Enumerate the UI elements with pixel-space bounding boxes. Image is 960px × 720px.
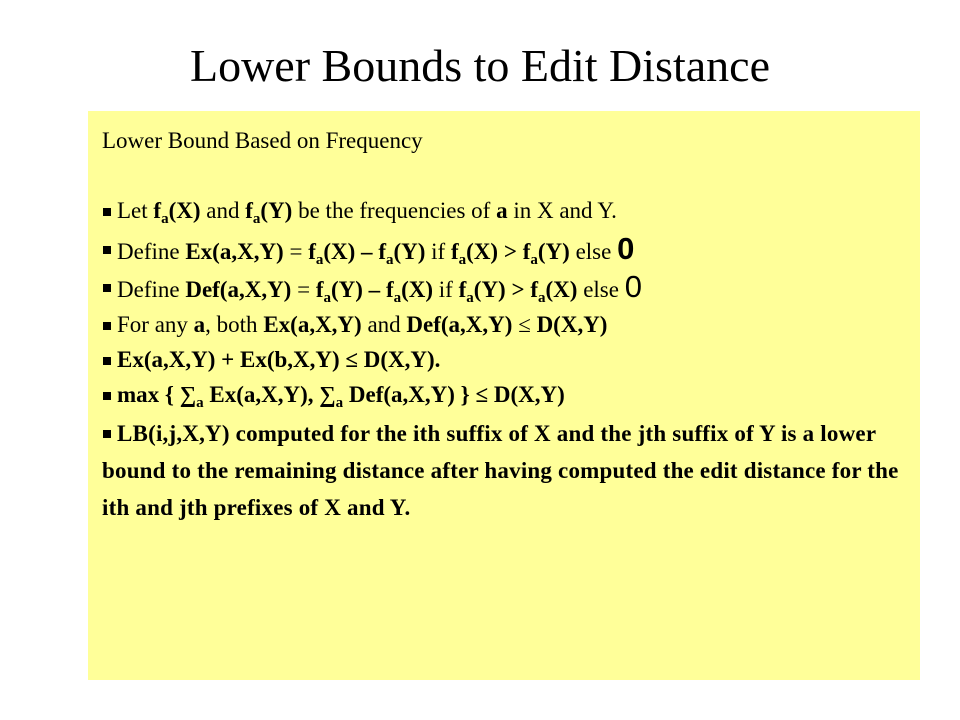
bullet-both-bound: For any a, both Ex(a,X,Y) and Def(a,X,Y) ≤ D(X,Y) <box>102 310 904 345</box>
bullet-def-definition: Define $Def(a,X,Y) = f_a(Y) - f_a(X)$ if $f_a(Y) > f_a(X)$ else 0 <box>102 272 904 310</box>
zero-value: 0 <box>617 231 635 266</box>
bullet-lb-suffix: LB(i,j,X,Y) computed for the ith suffix of X and the jth suffix of Y is a lower bound to the remaining distance after having computed the edit distance for the ith and jth prefixes of X and Y. <box>102 415 904 526</box>
content-box <box>88 111 920 680</box>
slide-title: Lower Bounds to Edit Distance <box>189 40 770 91</box>
box-heading: Lower Bound Based on Frequency <box>102 128 423 153</box>
bullet-max-bound: max { $\sum_a$ Ex(a,X,Y), $\sum_a$ Def(a,X,Y) } ≤ D(X,Y) <box>102 380 904 415</box>
bullet-frequency-definition: Let $f_a(X)$ and $f_a(Y)$ be the frequencies of a in X and Y. <box>102 196 904 234</box>
bullet-ex-definition: Define $Ex(a,X,Y) = f_a(X) - f_a(Y)$ if $f_a(X) > f_a(Y)$ else 0 <box>102 234 904 272</box>
bullet-sum-ex: Ex(a,X,Y) + Ex(b,X,Y) ≤ D(X,Y). <box>102 345 904 380</box>
zero-value: 0 <box>624 269 642 304</box>
